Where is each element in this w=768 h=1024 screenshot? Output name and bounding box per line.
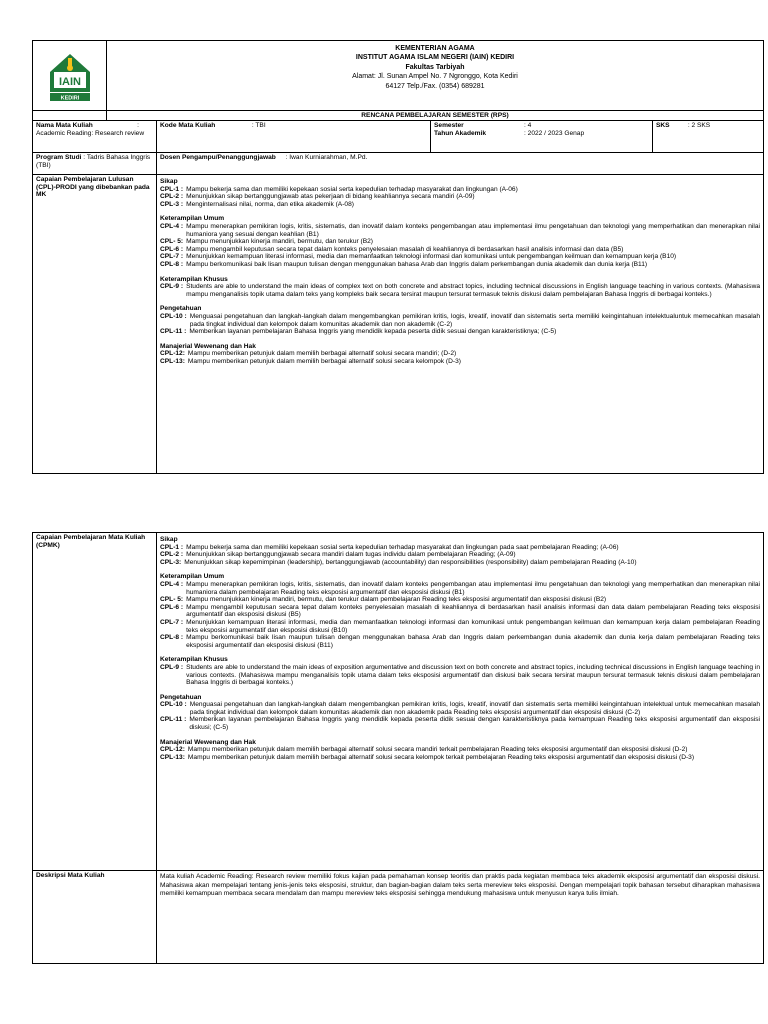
course-info-row [33, 121, 763, 153]
cpl-text: Menunjukkan kemampuan literasi informasi, media dan memanfaatkan teknologi informasi dan komunikasi untuk pengembangan keilmuan dan kemampuan kerja dalam pembelajaran Reading teks eksposisi argumentatif dan eksposisi diskusi (B10) [186, 618, 760, 634]
section-title: Manajerial Wewenang dan Hak [160, 342, 256, 350]
cpl-item [160, 358, 760, 366]
cpl-item [160, 253, 760, 261]
semester-label: Semester [434, 122, 464, 129]
cpl-item [160, 701, 760, 716]
cpl-code: CPL-1 : [160, 185, 184, 193]
course-code-cell [157, 121, 431, 152]
cpl-text: Menunjukkan sikap kepemimpinan (leadership), bertanggungjawab (accountability) dan responsibilities (responsibility) dalam pembelajaran Reading (A-10) [184, 558, 637, 566]
cpl-item [160, 313, 760, 328]
description-text: Mata kuliah Academic Reading: Research review memiliki fokus kajian pada pemahaman konsep teoritis dan praktis pada kegiatan membaca teks akademik eksposisi argumentatif dan eksposisi diskusi. Mahasiswa akan mempelajari tentang jenis-jenis teks eksposisi, struktur, dan bagian-bagian dalam teks serta mereview teks eksposisi. Dengan mempelajari topik bahasan tersebut diharapkan mahasiswa memiliki kemampuan membaca secara mendalam dan mampu mereview teks eksposisi sehingga mendukung mahasiswa untuk menyusun karya tulis ilmiah. [160, 873, 760, 898]
cpl-item [160, 754, 760, 762]
cpl-text: Menguasai pengetahuan dan langkah-langkah dalam mengembangkan pemikiran kritis, logis, kreatif, inovatif dan sistematis serta memiliki keingintahuan intelektualuntuk memecahkan masalah pada tingkat individual dan kelompok dalam komunitas akademik dan non akademik (C-2) [189, 312, 760, 328]
cpl-item [160, 328, 760, 336]
cpl-item [160, 186, 760, 194]
description-label: Deskripsi Mata Kuliah [33, 871, 157, 963]
cpl-text: Mampu memberikan petunjuk dalam memilih berbagai alternatif solusi secara mandiri; (D-2) [187, 350, 457, 358]
cpl-item [160, 619, 760, 634]
cpl-code: CPL-12: [160, 746, 185, 754]
cpl-code: CPL-10 : [160, 701, 187, 709]
rps-page-2 [32, 532, 764, 964]
cpl-text: Mampu bekerja sama dan memiliki kepekaan sosial serta kepedulian terhadap masyarakat dan lingkungan pada saat pembelajaran Reading; (A-06) [186, 543, 619, 551]
cpl-code: CPL- 5: [160, 238, 184, 246]
cpl-text: Mampu mengambil keputusan secara tepat dalam konteks penyelesaian masalah di keahliannya di berdasarkan hasil analisis informasi dan data (B5) [186, 245, 624, 253]
ministry-name: KEMENTERIAN AGAMA [395, 45, 475, 52]
section-title: Keterampilan Khusus [160, 656, 228, 664]
cpmk-content [157, 533, 763, 870]
cpl-text: Menginternalisasi nilai, norma, dan etika akademik (A-08) [186, 200, 354, 208]
section-title: Sikap [160, 536, 178, 543]
cpl-code: CPL-11 : [160, 716, 187, 724]
cpl-code: CPL-4 : [160, 222, 184, 230]
sks-value: : 2 SKS [687, 122, 711, 129]
cpl-item [160, 261, 760, 269]
cpl-text: Mampu menerapkan pemikiran logis, kritis, sistematis, dan inovatif dalam konteks pengembangan atau implementasi ilmu pengetahuan dan teknologi yang memperhatikan dan menerapkan nilai humaniora yang sesuai dengan keahlian (B1) [186, 222, 760, 238]
program-lecturer-row [33, 153, 763, 175]
cpl-text: Mampu menunjukkan kinerja mandiri, bermutu, dan terukur (B2) [186, 238, 373, 246]
cpl-text: Mampu menunjukkan kinerja mandiri, bermutu, dan terukur dalam pembelajaran Reading teks eksposisi argumentatif dan eksposisi diskusi (B2) [186, 596, 607, 604]
cpmk-row [33, 533, 763, 871]
course-code-label: Kode Mata Kuliah [160, 122, 216, 129]
section-title: Manajerial Wewenang dan Hak [160, 738, 256, 746]
lecturer-cell [157, 153, 763, 174]
institution-address [107, 41, 763, 110]
cpl-item [160, 193, 760, 201]
section-title: Pengetahuan [160, 305, 202, 313]
rps-title: RENCANA PEMBELAJARAN SEMESTER (RPS) [361, 112, 509, 119]
cpl-item [160, 634, 760, 649]
academic-year-value: : 2022 / 2023 Genap [524, 129, 585, 137]
cpl-text: Students are able to understand the main ideas of complex text on both concrete and abstract topics, including technical discussions in English language teaching in various contexts. (Mahasiswa mampu menganalisis topik utama dalam teks yang kompleks baik secara tersirat maupun tersurat termasuk teknis diskusi dalam pembelajaran Bahasa Inggris di berbagai konteks.) [186, 283, 760, 298]
cpl-code: CPL-13: [160, 753, 185, 761]
cpl-item [160, 551, 760, 559]
rps-title-row [33, 111, 763, 121]
svg-text:KEDIRI: KEDIRI [60, 95, 79, 101]
faculty-name: Fakultas Tarbiyah [405, 63, 465, 71]
cpl-text: Mampu mengambil keputusan secara tepat dalam konteks penyelesaian masalah di keahliannya di berdasarkan hasil analisis informasi dan data dalam pembelajaran Reading teks eksposisi argumentatif dan eksposisi diskusi (B5) [186, 603, 760, 619]
cpl-text: Mampu bekerja sama dan memiliki kepekaan sosial serta kepedulian terhadap masyarakat dan lingkungan (A-06) [186, 185, 518, 193]
description-row [33, 871, 763, 963]
cpl-text: Menunjukkan sikap bertanggungjawab atas pekerjaan di bidang keahliannya secara mandiri (A-09) [186, 193, 475, 201]
address-line: Alamat: Jl. Sunan Ampel No. 7 Ngronggo, Kota Kediri [352, 73, 518, 81]
cpl-text: Memberikan layanan pembelajaran Bahasa Inggris yang mendidik kepada peserta didik sesuai dengan karakteristiknya; (C-5) [189, 328, 557, 336]
cpl-item [160, 238, 760, 246]
cpl-item [160, 664, 760, 687]
cpl-code: CPL-3: [160, 558, 182, 566]
cpl-item [160, 544, 760, 552]
cpl-code: CPL-8 : [160, 634, 184, 642]
course-name-cell: Nama Mata Kuliah : Academic Reading: Research review [33, 121, 157, 152]
program-cell [33, 153, 157, 174]
rps-page-1 [32, 40, 764, 474]
semester-cell [431, 121, 653, 152]
cpl-item [160, 283, 760, 298]
cpl-code: CPL-4 : [160, 580, 184, 588]
cpl-code: CPL-12: [160, 350, 185, 358]
cpl-content [157, 175, 763, 473]
cpl-text: Students are able to understand the main ideas of exposition argumentative and discussion text on both concrete and abstract topics, including technical discussions in English language teaching in various contexts. (Mahasiswa mampu menganalisis topik utama dalam teks eksposisi argumentatif dan diskusi baik secara tersirat maupun tersurat termasuk teknis diskusi dalam pembelajaran Bahasa Inggris di berbagai konteks.) [186, 663, 760, 687]
course-code-value: : TBI [251, 122, 266, 129]
section-title: Keterampilan Umum [160, 215, 225, 223]
cpl-item [160, 246, 760, 254]
cpl-text: Mampu menerapkan pemikiran logis, kritis, sistematis, dan inovatif dalam konteks pengembangan atau implementasi ilmu pengetahuan dan teknologi yang memperhatikan dan menerapkan nilai humaniora dalam pembelajaran Reading teks eksposisi argumentatif dan eksposisi diskusi (B1) [186, 580, 760, 596]
cpl-text: Menunjukkan sikap bertanggungjawab secara mandiri dalam tugas individu dalam pembelajaran Reading; (A-09) [186, 551, 516, 559]
section-title: Keterampilan Khusus [160, 275, 228, 283]
cpl-text: Mampu berkomunikasi baik lisan maupun tulisan dengan menggunakan bahasa Arab dan Inggris dalam perkembangan dunia akademik dan dunia kerja (B11) [186, 260, 648, 268]
cpl-item [160, 201, 760, 209]
cpl-code: CPL-7 : [160, 253, 184, 261]
cpl-code: CPL-9 : [160, 663, 184, 671]
cpl-text: Mampu memberikan petunjuk dalam memilih berbagai alternatif solusi secara mandiri terkait pembelajaran Reading teks eksposisi argumentatif dan eksposisi diskusi (D-2) [187, 746, 688, 754]
lecturer-value: : Iwan Kurniarahman, M.Pd. [285, 154, 368, 161]
sks-cell [653, 121, 763, 152]
cpl-item [160, 716, 760, 731]
institute-name: INSTITUT AGAMA ISLAM NEGERI (IAIN) KEDIRI [355, 54, 515, 62]
cpl-text: Memberikan layanan pembelajaran Bahasa Inggris yang mendidik kepada peserta didik sesuai dengan karakteristiknya pada kemampuan Reading teks eksposisi argumentatif dan eksposisi diskusi; (C-5) [189, 716, 760, 732]
cpl-code: CPL-2 : [160, 193, 184, 201]
cpl-item [160, 596, 760, 604]
cpl-label: Capaian Pembelajaran Lulusan (CPL)-PRODI yang dibebankan pada MK [33, 175, 157, 473]
cpl-code: CPL-11 : [160, 328, 187, 336]
cpl-row [33, 175, 763, 473]
cpl-text: Menguasai pengetahuan dan langkah-langkah dalam mengembangkan pemikiran kritis, logis, kreatif, inovatif dan sistematis serta memiliki keingintahuan intelektual untuk memecahkan masalah pada tingkat individual dan kelompok dalam komunitas akademik dan non akademik pada Reading teks eksposisi argumentatif dan eksposisi diskusi (C-2) [189, 701, 760, 716]
cpl-code: CPL-8 : [160, 260, 184, 268]
iain-logo [33, 41, 107, 110]
section-title: Keterampilan Umum [160, 573, 225, 581]
section-title: Sikap [160, 178, 178, 185]
academic-year-label: Tahun Akademik [434, 129, 487, 137]
cpl-code: CPL-2 : [160, 551, 184, 559]
cpl-text: Menunjukkan kemampuan literasi informasi, media dan memanfaatkan teknologi informasi dan komunikasi untuk pengembangan keilmuan dan kemampuan kerja (B10) [186, 253, 677, 261]
cpl-code: CPL- 5: [160, 596, 184, 604]
cpl-text: Mampu memberikan petunjuk dalam memilih berbagai alternatif solusi secara kelompok (D-3) [187, 357, 461, 365]
cpl-item [160, 581, 760, 596]
phone-line: 64127 Telp./Fax. (0354) 689281 [385, 82, 485, 90]
lecturer-label: Dosen Pengampu/Penanggungjawab [160, 154, 276, 161]
course-name-value: Academic Reading: Research review [36, 129, 145, 137]
cpl-code: CPL-10 : [160, 312, 187, 320]
cpl-code: CPL-7 : [160, 618, 184, 626]
cpl-code: CPL-3 : [160, 200, 184, 208]
cpl-code: CPL-13: [160, 357, 185, 365]
cpl-code: CPL-1 : [160, 543, 184, 551]
cpl-text: Mampu berkomunikasi baik lisan maupun tulisan dengan menggunakan bahasa Arab dan Inggris dalam perkembangan dunia akademik dan dunia kerja dalam pembelajaran Reading teks eksposisi argumentatif dan eksposisi diskusi (B11) [186, 634, 760, 649]
cpl-item [160, 604, 760, 619]
cpmk-label: Capaian Pembelajaran Mata Kuliah (CPMK) [33, 533, 157, 870]
svg-text:IAIN: IAIN [58, 75, 81, 88]
sks-label: SKS [656, 122, 670, 129]
institution-header [33, 41, 763, 111]
cpl-item [160, 559, 760, 567]
program-value: : Tadris Bahasa Inggris (TBI) [36, 154, 151, 169]
cpl-item [160, 350, 760, 358]
program-label: Program Studi [36, 154, 82, 161]
cpl-code: CPL-9 : [160, 283, 184, 291]
cpl-code: CPL-6 : [160, 603, 184, 611]
logo-emblem-icon [46, 48, 94, 104]
cpl-item [160, 746, 760, 754]
cpl-item [160, 223, 760, 238]
semester-value: : 4 [524, 122, 532, 129]
cpl-text: Mampu memberikan petunjuk dalam memilih berbagai alternatif solusi secara kelompok terkait pembelajaran Reading teks eksposisi argumentatif dan eksposisi diskusi (D-3) [187, 753, 695, 761]
course-name-label: Nama Mata Kuliah [36, 122, 93, 129]
cpl-code: CPL-6 : [160, 245, 184, 253]
section-title: Pengetahuan [160, 693, 202, 701]
